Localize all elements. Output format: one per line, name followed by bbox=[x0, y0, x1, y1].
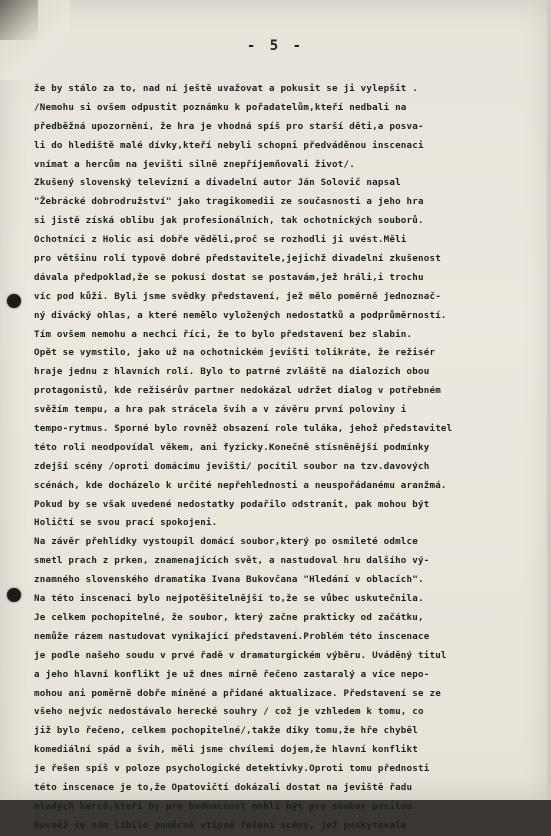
text-line: Na této inscenaci bylo nejpotěšitelnější to,že se vůbec uskutečnila. bbox=[34, 593, 424, 605]
text-line: pro většinu rolí typově dobré představitele,jejichž divadelní zkušenost bbox=[34, 253, 441, 265]
page-edge bbox=[547, 0, 551, 800]
punch-hole-bottom bbox=[7, 588, 21, 602]
text-line: dávala předpoklad,že se pokusí dostat se postavám,jež hráli,i trochu bbox=[34, 271, 424, 283]
text-line: znamného slovenského dramatika Ivana Bukovčana "Hledání v oblacích". bbox=[34, 574, 424, 586]
text-line: tempo-rytmus. Sporné bylo rovněž obsazení role tuláka, jehož představitel bbox=[34, 423, 453, 435]
text-line: Na závěr přehlídky vystoupil domácí soubor,který po osmileté odmlce bbox=[34, 536, 418, 548]
text-line: vnímat a hercům na jevišti silně znepříjemňovali život/. bbox=[34, 158, 355, 170]
folded-corner bbox=[0, 0, 38, 40]
text-line: Tím ovšem nemohu a nechci říci, že to bylo představení bez slabin. bbox=[34, 328, 413, 340]
text-line: je podle našeho soudu v prvé řadě v dramaturgickém výběru. Uváděný titul bbox=[34, 649, 447, 661]
text-line: smetl prach z prken, znamenajících svět, a nastudoval hru dalšího vý- bbox=[34, 555, 430, 567]
text-line: Zkušený slovenský televizní a divadelní autor Ján Solovič napsal bbox=[34, 177, 401, 189]
text-line: /Nemohu si ovšem odpustit poznámku k pořadatelům,kteří nedbali na bbox=[34, 101, 407, 113]
text-line: nemůže rázem nastudovat vynikající představení.Problém této inscenace bbox=[34, 630, 430, 642]
text-line: již bylo řečeno, celkem pochopitelné/,takže díky tomu,že hře chyběl bbox=[34, 725, 418, 737]
text-line: ný divácký ohlas, a které nemělo vyložených nedostatků a podprůměrností. bbox=[34, 309, 447, 321]
text-line: Rovněž se nám líbilo poměrně vtipné řešení scény, jež poskytovala bbox=[34, 819, 407, 831]
text-line: Ochotníci z Holic asi dobře věděli,proč se rozhodli ji uvést.Měli bbox=[34, 234, 407, 246]
text-line: a jeho hlavní konflikt je už dnes mírně řečeno zastaralý a více nepo- bbox=[34, 668, 430, 680]
text-line: svěžím tempu, a hra pak strácela švih a v závěru první poloviny i bbox=[34, 404, 407, 416]
text-line: li do hlediště malé dívky,kteří nebyli schopni předváděnou inscenaci bbox=[34, 139, 424, 151]
text-line: mladých herců,kteří by pro budoucnost mohli být pro soubor posilou. bbox=[34, 800, 418, 812]
text-line: této roli neodpovídal věkem, ani fyzicky.Konečně stísněnější podmínky bbox=[34, 441, 430, 453]
text-line: všeho nejvíc nedostávalo herecké souhry / což je vzhledem k tomu, co bbox=[34, 706, 424, 718]
text-line: Opět se vymstilo, jako už na ochotnickém jevišti tolikráte, že režisér bbox=[34, 347, 436, 359]
text-line: této inscenace je to,že Opatovičtí dokázali dostat na jeviště řadu bbox=[34, 781, 413, 793]
text-line: Pokud by se však uvedené nedostatky podařilo odstranit, pak mohou být bbox=[34, 498, 430, 510]
text-line: komediální spád a švih, měli jsme chvílemi dojem,že hlavní konflikt bbox=[34, 744, 418, 756]
text-line: hraje jednu z hlavních rolí. Bylo to patrné zvláště na dialozích obou bbox=[34, 366, 430, 378]
text-line: protagonistů, kde režisérův partner nedokázal udržet dialog v potřebném bbox=[34, 385, 441, 397]
punch-hole-top bbox=[7, 294, 21, 308]
text-line: zdejší scény /oproti domácímu jevišti/ pocítil soubor na tzv.davových bbox=[34, 460, 430, 472]
text-line: Holičtí se svou prací spokojeni. bbox=[34, 517, 218, 529]
text-line: si jistě získá oblibu jak profesionálních, tak ochotnických souborů. bbox=[34, 215, 424, 227]
text-line: Je celkem pochopitelné, že soubor, který začne prakticky od začátku, bbox=[34, 611, 424, 623]
page-number: - 5 - bbox=[246, 38, 305, 54]
text-line: víc pod kůži. Byli jsme svědky představení, jež mělo poměrně jednoznač- bbox=[34, 290, 441, 302]
text-line: že by stálo za to, nad ní ještě uvažovat a pokusit se ji vylepšit . bbox=[34, 83, 418, 94]
text-line: předběžná upozornění, že hra je vhodná spíš pro starší děti,a posva- bbox=[34, 120, 424, 132]
text-line: je řešen spíš v poloze psychologické detektivky.Oproti tomu přednosti bbox=[34, 763, 430, 775]
text-line: scénách, kde docházelo k určité nepřehlednosti a neuspořádanému aranžmá. bbox=[34, 479, 447, 491]
text-line: "Žebrácké dobrodružství" jako tragikomedii ze současnosti a jeho hra bbox=[34, 196, 424, 208]
body-text bbox=[34, 80, 539, 836]
text-line: mohou ani poměrně dobře míněné a přidané aktualizace. Představení se ze bbox=[34, 687, 441, 699]
